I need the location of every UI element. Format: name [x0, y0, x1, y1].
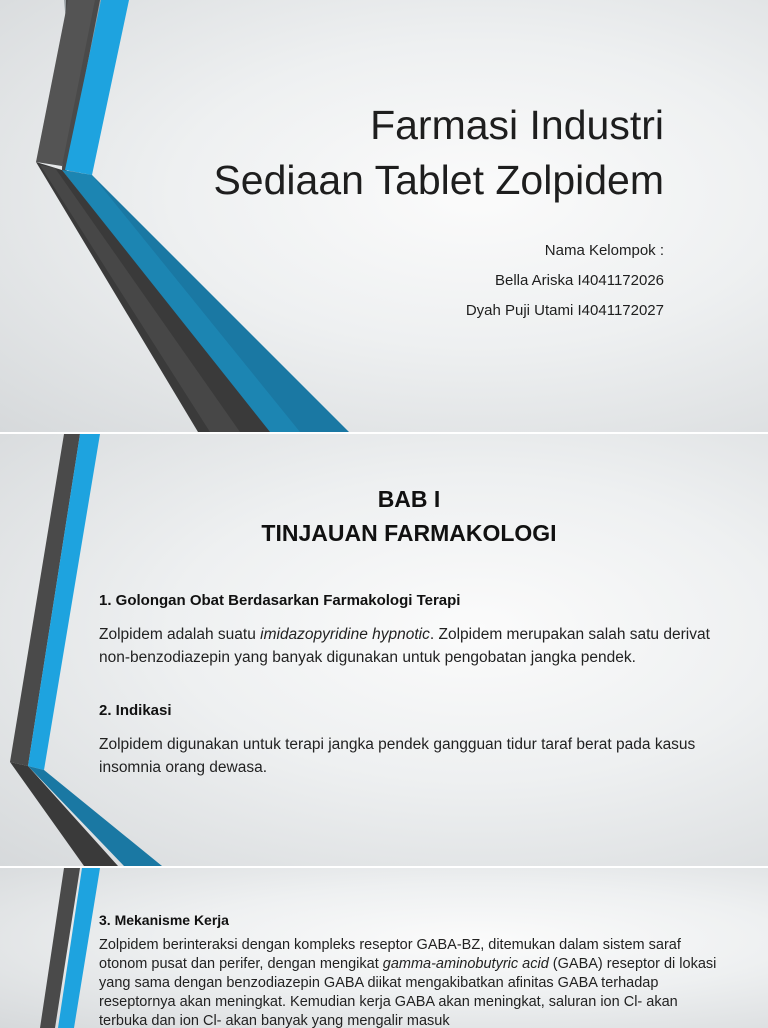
section-3	[99, 912, 724, 1028]
chapter-title: TINJAUAN FARMAKOLOGI	[261, 520, 557, 546]
section-text: Zolpidem digunakan untuk terapi jangka pendek gangguan tidur taraf berat pada kasus insomnia orang dewasa.	[99, 736, 696, 776]
member-name: Dyah Puji Utami I4041172027	[465, 302, 664, 319]
title-slide	[0, 0, 768, 432]
section-title: 1. Golongan Obat Berdasarkan Farmakologi Terapi	[99, 592, 461, 609]
group-members	[466, 236, 664, 326]
group-label: Nama Kelompok :	[544, 242, 664, 259]
decorative-stripes	[0, 0, 768, 432]
italic-term: gamma-aminobutyric acid	[382, 956, 549, 972]
section-text	[99, 623, 724, 669]
text-run: Zolpidem adalah suatu	[99, 626, 261, 643]
italic-term: imidazopyridine hypnotic	[260, 626, 430, 643]
section-title: 3. Mekanisme Kerja	[99, 912, 229, 928]
text-run: Zolpidem berinteraksi dengan kompleks reseptor GABA-BZ, ditemukan dalam sistem saraf otonom pusat dan perifer, dengan mengikat	[99, 937, 681, 972]
text-run: . Zolpidem merupakan salah satu derivat non-benzodiazepin yang banyak digunakan untuk pengobatan jangka pendek.	[99, 626, 710, 666]
chapter-number: BAB I	[377, 486, 441, 512]
chapter-heading	[0, 482, 768, 550]
section-2	[99, 702, 724, 779]
section-title: 2. Indikasi	[99, 702, 172, 719]
presentation-title	[213, 98, 664, 208]
title-line-2: Sediaan Tablet Zolpidem	[213, 157, 664, 203]
member-name: Bella Ariska I4041172026	[494, 272, 664, 289]
text-run: (GABA) reseptor di lokasi yang sama dengan benzodiazepin GABA diikat mengakibatkan afinitas GABA terhadap reseptornya akan meningkat. Kemudian kerja GABA akan meningkat, saluran ion Cl- akan terbuka dan ion Cl- akan banyak yang mengalir masuk	[99, 956, 717, 1028]
content-slide-bab-1	[0, 434, 768, 866]
content-slide-partial	[0, 868, 768, 1028]
title-line-1: Farmasi Industri	[370, 102, 664, 148]
section-text	[99, 936, 724, 1028]
section-1	[99, 592, 724, 669]
